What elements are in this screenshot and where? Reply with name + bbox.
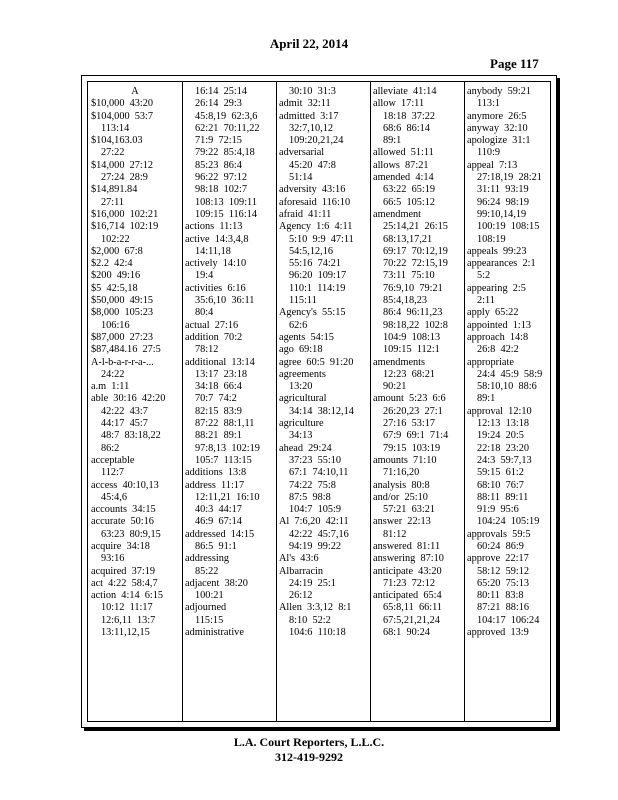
- index-entry: address 11:17: [185, 479, 245, 491]
- index-continuation: 69:17 70:12,19: [383, 245, 448, 257]
- index-continuation: 46:9 67:14: [195, 516, 242, 528]
- index-entry: appointed 1:13: [467, 319, 532, 331]
- index-entry: approve 22:17: [467, 553, 529, 565]
- index-column-4: [373, 86, 461, 717]
- index-continuation: 26:12: [289, 590, 313, 602]
- index-continuation: 105:7 113:15: [195, 454, 252, 466]
- index-entry: amended 4:14: [373, 172, 434, 184]
- index-entry: appropriate: [467, 356, 514, 368]
- index-entry: $5 42:5,18: [91, 282, 138, 294]
- index-continuation: 112:7: [101, 467, 125, 479]
- index-entry: approach 14:8: [467, 331, 529, 343]
- index-column-2: [185, 86, 273, 717]
- index-continuation: 12:6,11 13:7: [101, 614, 156, 626]
- index-continuation: 97:8,13 102:19: [195, 442, 260, 454]
- index-entry: actively 14:10: [185, 258, 247, 270]
- index-entry: alleviate 41:14: [373, 86, 437, 97]
- index-continuation: 104:17 106:24: [477, 614, 540, 626]
- index-entry: $200 49:16: [91, 270, 141, 282]
- index-entry: Agency 1:6 4:11: [279, 221, 353, 233]
- index-entry: admit 32:11: [279, 98, 331, 110]
- index-entry: approval 12:10: [467, 405, 532, 417]
- index-entry: afraid 41:11: [279, 208, 332, 220]
- index-continuation: 12:11,21 16:10: [195, 491, 260, 503]
- index-entry: $14,891.84: [91, 184, 138, 196]
- index-continuation: 70:22 72:15,19: [383, 258, 448, 270]
- index-continuation: 5:2: [477, 270, 491, 282]
- index-continuation: 45:20 47:8: [289, 159, 336, 171]
- index-entry: admitted 3:17: [279, 110, 339, 122]
- index-continuation: 16:14 25:14: [195, 86, 248, 97]
- index-entry: appeals 99:23: [467, 245, 527, 257]
- index-entry: Al 7:6,20 42:11: [279, 516, 349, 528]
- index-continuation: 74:22 75:8: [289, 479, 336, 491]
- index-continuation: 10:12 11:17: [101, 602, 153, 614]
- index-continuation: 113:14: [101, 122, 130, 134]
- index-continuation: 100:21: [195, 590, 224, 602]
- index-continuation: 87:21 88:16: [477, 602, 530, 614]
- index-continuation: 58:10,10 88:6: [477, 381, 537, 393]
- index-continuation: 5:10 9:9 47:11: [289, 233, 354, 245]
- index-continuation: 26:8 42:2: [477, 344, 519, 356]
- index-entry: Agency's 55:15: [279, 307, 346, 319]
- index-continuation: 40:3 44:17: [195, 504, 242, 516]
- index-continuation: 68:1 90:24: [383, 627, 430, 639]
- index-entry: accurate 50:16: [91, 516, 154, 528]
- index-continuation: 80:4: [195, 307, 214, 319]
- index-continuation: 27:22: [101, 147, 125, 159]
- index-continuation: 73:11 75:10: [383, 270, 435, 282]
- index-continuation: 71:9 72:15: [195, 135, 242, 147]
- index-entry: addressing: [185, 553, 230, 565]
- index-continuation: 113:1: [477, 98, 501, 110]
- index-entry: acceptable: [91, 454, 135, 466]
- index-entry: $104,000 53:7: [91, 110, 154, 122]
- index-continuation: 65:20 75:13: [477, 577, 530, 589]
- index-continuation: 90:21: [383, 381, 407, 393]
- index-entry: analysis 80:8: [373, 479, 430, 491]
- index-continuation: 42:22 43:7: [101, 405, 148, 417]
- index-entry: apologize 31:1: [467, 135, 531, 147]
- index-continuation: 104:9 108:13: [383, 331, 441, 343]
- index-continuation: 34:18 66:4: [195, 381, 242, 393]
- index-continuation: 86:4 96:11,23: [383, 307, 443, 319]
- index-continuation: 34:14 38:12,14: [289, 405, 354, 417]
- index-entry: activities 6:16: [185, 282, 246, 294]
- index-continuation: 89:1: [477, 393, 496, 405]
- index-continuation: 27:11: [101, 196, 125, 208]
- index-entry: action 4:14 6:15: [91, 590, 164, 602]
- index-continuation: 115:15: [195, 614, 224, 626]
- index-continuation: 13:11,12,15: [101, 627, 150, 639]
- index-continuation: 65:8,11 66:11: [383, 602, 443, 614]
- index-entry: answering 87:10: [373, 553, 444, 565]
- index-column-1: [91, 86, 179, 717]
- index-continuation: 99:10,14,19: [477, 208, 527, 220]
- index-continuation: 71:23 72:12: [383, 577, 436, 589]
- index-entry: access 40:10,13: [91, 479, 159, 491]
- index-continuation: 93:16: [101, 553, 125, 565]
- index-entry: a.m 1:11: [91, 381, 130, 393]
- index-entry: appearances 2:1: [467, 258, 536, 270]
- index-entry: adversarial: [279, 147, 325, 159]
- index-entry: agree 60:5 91:20: [279, 356, 354, 368]
- column-divider: [370, 82, 371, 721]
- index-entry: acquired 37:19: [91, 565, 156, 577]
- index-entry: $87,000 27:23: [91, 331, 154, 343]
- index-entry: administrative: [185, 627, 244, 639]
- index-continuation: 58:12 59:12: [477, 565, 530, 577]
- index-entry: agents 54:15: [279, 331, 334, 343]
- index-continuation: 63:23 80:9,15: [101, 528, 161, 540]
- index-continuation: 79:22 85:4,18: [195, 147, 255, 159]
- index-entry: allowed 51:11: [373, 147, 434, 159]
- index-entry: able 30:16 42:20: [91, 393, 166, 405]
- index-continuation: 108:19: [477, 233, 506, 245]
- index-continuation: 22:18 23:20: [477, 442, 530, 454]
- footer-phone: 312-419-9292: [275, 750, 343, 764]
- index-entry: active 14:3,4,8: [185, 233, 249, 245]
- index-continuation: 109:15 116:14: [195, 208, 257, 220]
- index-continuation: 86:2: [101, 442, 120, 454]
- section-letter: A: [131, 86, 139, 97]
- index-continuation: 88:21 89:1: [195, 430, 242, 442]
- index-entry: $87,484.16 27:5: [91, 344, 161, 356]
- index-continuation: 67:9 69:1 71:4: [383, 430, 449, 442]
- index-continuation: 110:1 114:19: [289, 282, 346, 294]
- index-entry: amount 5:23 6:6: [373, 393, 446, 405]
- index-entry: adjourned: [185, 602, 227, 614]
- index-continuation: 34:13: [289, 430, 313, 442]
- index-entry: additional 13:14: [185, 356, 255, 368]
- index-continuation: 31:11 93:19: [477, 184, 529, 196]
- index-continuation: 37:23 55:10: [289, 454, 342, 466]
- index-continuation: 57:21 63:21: [383, 504, 436, 516]
- index-continuation: 109:20,21,24: [289, 135, 344, 147]
- index-continuation: 59:15 61:2: [477, 467, 524, 479]
- index-continuation: 104:7 105:9: [289, 504, 342, 516]
- index-continuation: 85:23 86:4: [195, 159, 242, 171]
- index-continuation: 96:20 109:17: [289, 270, 347, 282]
- index-entry: $8,000 105:23: [91, 307, 154, 319]
- index-continuation: 62:6: [289, 319, 308, 331]
- index-entry: ago 69:18: [279, 344, 323, 356]
- index-continuation: 110:9: [477, 147, 501, 159]
- index-entry: addition 70:2: [185, 331, 243, 343]
- index-continuation: 27:16 53:17: [383, 418, 436, 430]
- index-continuation: 79:15 103:19: [383, 442, 441, 454]
- index-entry: anticipated 65:4: [373, 590, 442, 602]
- index-frame: [81, 75, 557, 728]
- index-entry: $16,714 102:19: [91, 221, 159, 233]
- index-continuation: 68:6 86:14: [383, 122, 430, 134]
- index-entry: aforesaid 116:10: [279, 196, 351, 208]
- index-entry: appearing 2:5: [467, 282, 526, 294]
- index-continuation: 76:9,10 79:21: [383, 282, 443, 294]
- index-column-5: [467, 86, 549, 717]
- index-continuation: 67:5,21,21,24: [383, 614, 440, 626]
- index-entry: allow 17:11: [373, 98, 425, 110]
- index-continuation: 51:14: [289, 172, 313, 184]
- index-continuation: 54:5,12,16: [289, 245, 334, 257]
- index-continuation: 108:13 109:11: [195, 196, 257, 208]
- index-continuation: 26:20,23 27:1: [383, 405, 443, 417]
- index-continuation: 70:7 74:2: [195, 393, 237, 405]
- index-continuation: 87:22 88:1,11: [195, 418, 255, 430]
- index-continuation: 32:7,10,12: [289, 122, 334, 134]
- index-continuation: 24:19 25:1: [289, 577, 336, 589]
- index-continuation: 82:15 83:9: [195, 405, 242, 417]
- index-continuation: 86:5 91:1: [195, 540, 237, 552]
- index-continuation: 94:19 99:22: [289, 540, 342, 552]
- index-continuation: 25:14,21 26:15: [383, 221, 448, 233]
- index-column-3: [279, 86, 367, 717]
- transcript-date: April 22, 2014: [269, 36, 349, 51]
- index-entry: anyway 32:10: [467, 122, 528, 134]
- index-continuation: 24:4 45:9 58:9: [477, 368, 543, 380]
- index-continuation: 18:18 37:22: [383, 110, 436, 122]
- index-entry: amendments: [373, 356, 426, 368]
- index-continuation: 26:14 29:3: [195, 98, 242, 110]
- index-continuation: 13:20: [289, 381, 313, 393]
- index-continuation: 80:11 83:8: [477, 590, 524, 602]
- index-entry: $14,000 27:12: [91, 159, 154, 171]
- index-continuation: 104:6 110:18: [289, 627, 346, 639]
- index-entry: amendment: [373, 208, 422, 220]
- index-continuation: 13:17 23:18: [195, 368, 248, 380]
- index-entry: additions 13:8: [185, 467, 247, 479]
- index-continuation: 71:16,20: [383, 467, 420, 479]
- index-entry: and/or 25:10: [373, 491, 428, 503]
- index-entry: Albarracin: [279, 565, 324, 577]
- index-continuation: 12:13 13:18: [477, 418, 530, 430]
- index-continuation: 91:9 95:6: [477, 504, 519, 516]
- index-entry: answered 81:11: [373, 540, 441, 552]
- index-continuation: 19:24 20:5: [477, 430, 524, 442]
- index-continuation: 44:17 45:7: [101, 418, 148, 430]
- index-entry: accounts 34:15: [91, 504, 156, 516]
- index-continuation: 30:10 31:3: [289, 86, 336, 97]
- index-continuation: 85:22: [195, 565, 219, 577]
- index-entry: addressed 14:15: [185, 528, 255, 540]
- index-entry: allows 87:21: [373, 159, 429, 171]
- index-continuation: 67:1 74:10,11: [289, 467, 349, 479]
- index-continuation: 62:21 70:11,22: [195, 122, 260, 134]
- index-entry: $10,000 43:20: [91, 98, 154, 110]
- index-continuation: 24:22: [101, 368, 125, 380]
- index-entry: actual 27:16: [185, 319, 239, 331]
- index-continuation: 24:3 59:7,13: [477, 454, 532, 466]
- index-continuation: 19:4: [195, 270, 214, 282]
- index-entry: acquire 34:18: [91, 540, 150, 552]
- index-continuation: 100:19 108:15: [477, 221, 540, 233]
- index-entry: adjacent 38:20: [185, 577, 248, 589]
- page-number: Page 117: [490, 56, 539, 71]
- index-continuation: 45:4,6: [101, 491, 128, 503]
- index-entry: approvals 59:5: [467, 528, 531, 540]
- index-entry: anybody 59:21: [467, 86, 532, 97]
- index-entry: $50,000 49:15: [91, 295, 154, 307]
- index-continuation: 60:24 86:9: [477, 540, 524, 552]
- index-entry: adversity 43:16: [279, 184, 346, 196]
- index-entry: Al's 43:6: [279, 553, 319, 565]
- index-continuation: 96:22 97:12: [195, 172, 248, 184]
- index-entry: appeal 7:13: [467, 159, 518, 171]
- index-entry: answer 22:13: [373, 516, 431, 528]
- footer-company: L.A. Court Reporters, L.L.C.: [233, 735, 385, 749]
- index-continuation: 109:15 112:1: [383, 344, 440, 356]
- index-continuation: 35:6,10 36:11: [195, 295, 255, 307]
- index-entry: agriculture: [279, 418, 324, 430]
- column-divider: [182, 82, 183, 721]
- index-continuation: 2:11: [477, 295, 495, 307]
- index-entry: act 4:22 58:4,7: [91, 577, 158, 589]
- index-continuation: 68:13,17,21: [383, 233, 433, 245]
- index-continuation: 85:4,18,23: [383, 295, 428, 307]
- index-continuation: 66:5 105:12: [383, 196, 436, 208]
- column-divider: [464, 82, 465, 721]
- index-entry: agricultural: [279, 393, 327, 405]
- index-entry: agreements: [279, 368, 326, 380]
- index-continuation: 27:18,19 28:21: [477, 172, 542, 184]
- index-entry: apply 65:22: [467, 307, 519, 319]
- index-continuation: 78:12: [195, 344, 219, 356]
- index-entry: ahead 29:24: [279, 442, 332, 454]
- index-continuation: 98:18,22 102:8: [383, 319, 448, 331]
- index-continuation: 68:10 76:7: [477, 479, 524, 491]
- index-entry: anymore 26:5: [467, 110, 527, 122]
- index-continuation: 104:24 105:19: [477, 516, 540, 528]
- index-continuation: 98:18 102:7: [195, 184, 248, 196]
- index-continuation: 115:11: [289, 295, 317, 307]
- index-continuation: 27:24 28:9: [101, 172, 148, 184]
- index-entry: Allen 3:3,12 8:1: [279, 602, 352, 614]
- index-entry: approved 13:9: [467, 627, 529, 639]
- column-divider: [276, 82, 277, 721]
- index-entry: actions 11:13: [185, 221, 243, 233]
- index-entry: $2.2 42:4: [91, 258, 133, 270]
- index-continuation: 89:1: [383, 135, 402, 147]
- index-continuation: 45:8,19 62:3,6: [195, 110, 258, 122]
- index-entry: $16,000 102:21: [91, 208, 159, 220]
- index-continuation: 14:11,18: [195, 245, 231, 257]
- index-continuation: 42:22 45:7,16: [289, 528, 349, 540]
- index-continuation: 87:5 98:8: [289, 491, 331, 503]
- index-continuation: 81:12: [383, 528, 407, 540]
- index-table: [87, 81, 551, 722]
- index-continuation: 8:10 52:2: [289, 614, 331, 626]
- index-entry: amounts 71:10: [373, 454, 437, 466]
- index-continuation: 106:16: [101, 319, 130, 331]
- index-continuation: 96:24 98:19: [477, 196, 530, 208]
- index-continuation: 55:16 74:21: [289, 258, 342, 270]
- index-continuation: 88:11 89:11: [477, 491, 529, 503]
- index-continuation: 63:22 65:19: [383, 184, 436, 196]
- index-continuation: 48:7 83:18,22: [101, 430, 161, 442]
- index-entry: A-l-b-a-r-r-a-...: [91, 356, 154, 368]
- index-continuation: 12:23 68:21: [383, 368, 436, 380]
- index-entry: anticipate 43:20: [373, 565, 442, 577]
- index-entry: $2,000 67:8: [91, 245, 143, 257]
- index-continuation: 102:22: [101, 233, 130, 245]
- index-entry: $104,163.03: [91, 135, 143, 147]
